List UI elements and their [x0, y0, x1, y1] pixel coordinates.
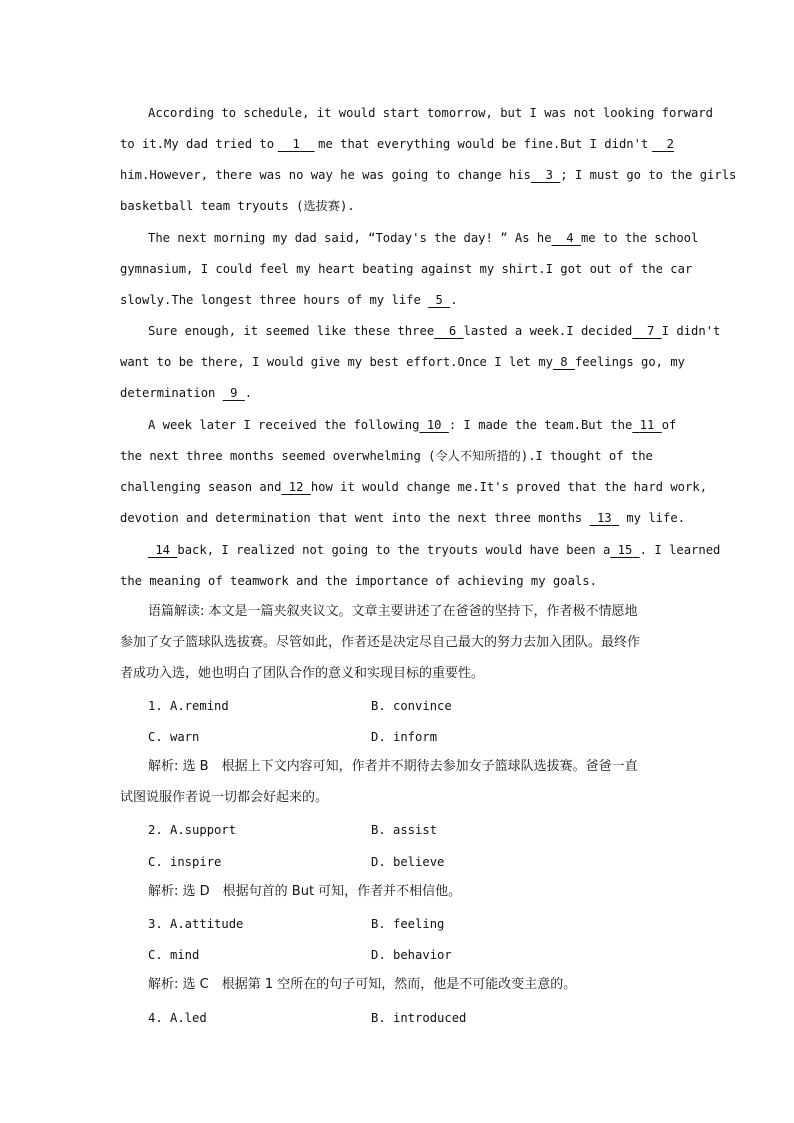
passage-text: how it would change me.It's proved that the hard work,	[310, 480, 708, 494]
passage-text: I didn't	[661, 324, 721, 338]
passage-text: the meaning of teamwork and the importance of achieving my goals.	[120, 574, 597, 588]
passage-text: A week later I received the following	[148, 418, 420, 432]
passage-text: me that everything would be fine.But I didn't	[318, 137, 649, 151]
question-2-analysis: 解析: 选 D 根据句首的 But 可知，作者并不相信他。	[148, 884, 462, 899]
passage-line	[120, 167, 737, 183]
blank-7: 7	[647, 324, 655, 338]
passage-line	[120, 573, 674, 589]
passage-line	[120, 354, 686, 370]
question-2-option-d: D. believe	[371, 855, 445, 869]
passage-text: gymnasium, I could feel my heart beating against my shirt.I got out of the car	[120, 262, 693, 276]
question-2-option-a: 2. A.support	[148, 823, 237, 837]
passage-text: .	[450, 293, 458, 307]
passage-line	[120, 479, 708, 495]
passage-line	[148, 542, 721, 558]
question-4-option-a: 4. A.led	[148, 1011, 207, 1025]
passage-text: my life.	[626, 511, 686, 525]
question-4-option-b: B. introduced	[371, 1011, 467, 1025]
blank-14: 14	[155, 543, 171, 557]
question-2-option-b: B. assist	[371, 823, 438, 837]
passage-line	[148, 417, 677, 433]
question-2-option-c: C. inspire	[148, 855, 222, 869]
passage-line	[120, 385, 674, 401]
question-1-analysis: 试图说服作者说一切都会好起来的。	[120, 790, 329, 805]
passage-text: determination	[120, 386, 216, 400]
blank-10: 10	[426, 418, 442, 432]
blank-2: 2	[666, 137, 674, 151]
passage-text: The next morning my dad said, “Today's the day! ” As he	[148, 231, 552, 245]
passage-text: .	[244, 386, 253, 400]
blank-8: 8	[560, 355, 568, 369]
question-1-option-d: D. inform	[371, 730, 438, 744]
passage-text: me to the school	[580, 231, 699, 245]
passage-text: feelings go, my	[574, 355, 686, 369]
passage-text: ; I must go to the girls	[560, 168, 737, 182]
question-3-option-d: D. behavior	[371, 948, 452, 962]
passage-text: basketball team tryouts (选拔赛).	[120, 199, 355, 213]
blank-3: 3	[545, 168, 553, 182]
passage-line	[120, 292, 674, 308]
passage-text: the next three months seemed overwhelming (令人不知所措的).I thought of the	[120, 449, 653, 463]
blank-5: 5	[435, 293, 443, 307]
passage-line	[120, 448, 674, 464]
passage-text: lasted a week.I decided	[463, 324, 633, 338]
passage-line	[120, 136, 674, 152]
blank-4: 4	[566, 231, 574, 245]
question-3-option-b: B. feeling	[371, 917, 445, 931]
question-3-option-a: 3. A.attitude	[148, 917, 244, 931]
passage-line	[120, 261, 693, 277]
summary-line: 参加了女子篮球队选拔赛。尽管如此，作者还是决定尽自己最大的努力去加入团队。最终作	[120, 635, 641, 650]
passage-text: slowly.The longest three hours of my life	[120, 293, 421, 307]
summary-line: 语篇解读: 本文是一篇夹叙夹议文。文章主要讲述了在爸爸的坚持下，作者极不情愿地	[148, 604, 638, 619]
summary-line: 者成功入选，她也明白了团队合作的意义和实现目标的重要性。	[120, 666, 485, 681]
passage-text: of	[661, 418, 677, 432]
passage-text: devotion and determination that went into the next three months	[120, 511, 583, 525]
passage-text: to it.My dad tried to	[120, 137, 275, 151]
passage-text: challenging season and	[120, 480, 282, 494]
question-1-option-c: C. warn	[148, 730, 200, 744]
blank-15: 15	[617, 543, 633, 557]
passage-text: want to be there, I would give my best effort.Once I let my	[120, 355, 553, 369]
blank-12: 12	[288, 480, 304, 494]
passage-text: Sure enough, it seemed like these three	[148, 324, 435, 338]
passage-text: : I made the team.But the	[448, 418, 633, 432]
passage-text: According to schedule, it would start tomorrow, but I was not looking forward	[148, 106, 713, 120]
blank-9: 9	[230, 386, 238, 400]
passage-text: him.However, there was no way he was going to change his	[120, 168, 531, 182]
question-3-analysis: 解析: 选 C 根据第 1 空所在的句子可知，然而，他是不可能改变主意的。	[148, 977, 577, 992]
passage-text: back, I realized not going to the tryouts would have been a	[177, 543, 611, 557]
question-1-option-a: 1. A.remind	[148, 699, 229, 713]
blank-11: 11	[639, 418, 655, 432]
passage-line	[120, 510, 686, 526]
blank-13: 13	[596, 511, 612, 525]
blank-1: 1	[292, 137, 300, 151]
question-1-option-b: B. convince	[371, 699, 452, 713]
question-1-analysis: 解析: 选 B 根据上下文内容可知，作者并不期待去参加女子篮球队选拔赛。爸爸一直	[148, 759, 638, 774]
passage-line	[148, 230, 699, 246]
question-3-option-c: C. mind	[148, 948, 200, 962]
passage-line	[148, 105, 713, 121]
passage-line	[148, 323, 721, 339]
blank-6: 6	[448, 324, 457, 338]
passage-line	[120, 198, 674, 214]
passage-text: . I learned	[639, 543, 721, 557]
